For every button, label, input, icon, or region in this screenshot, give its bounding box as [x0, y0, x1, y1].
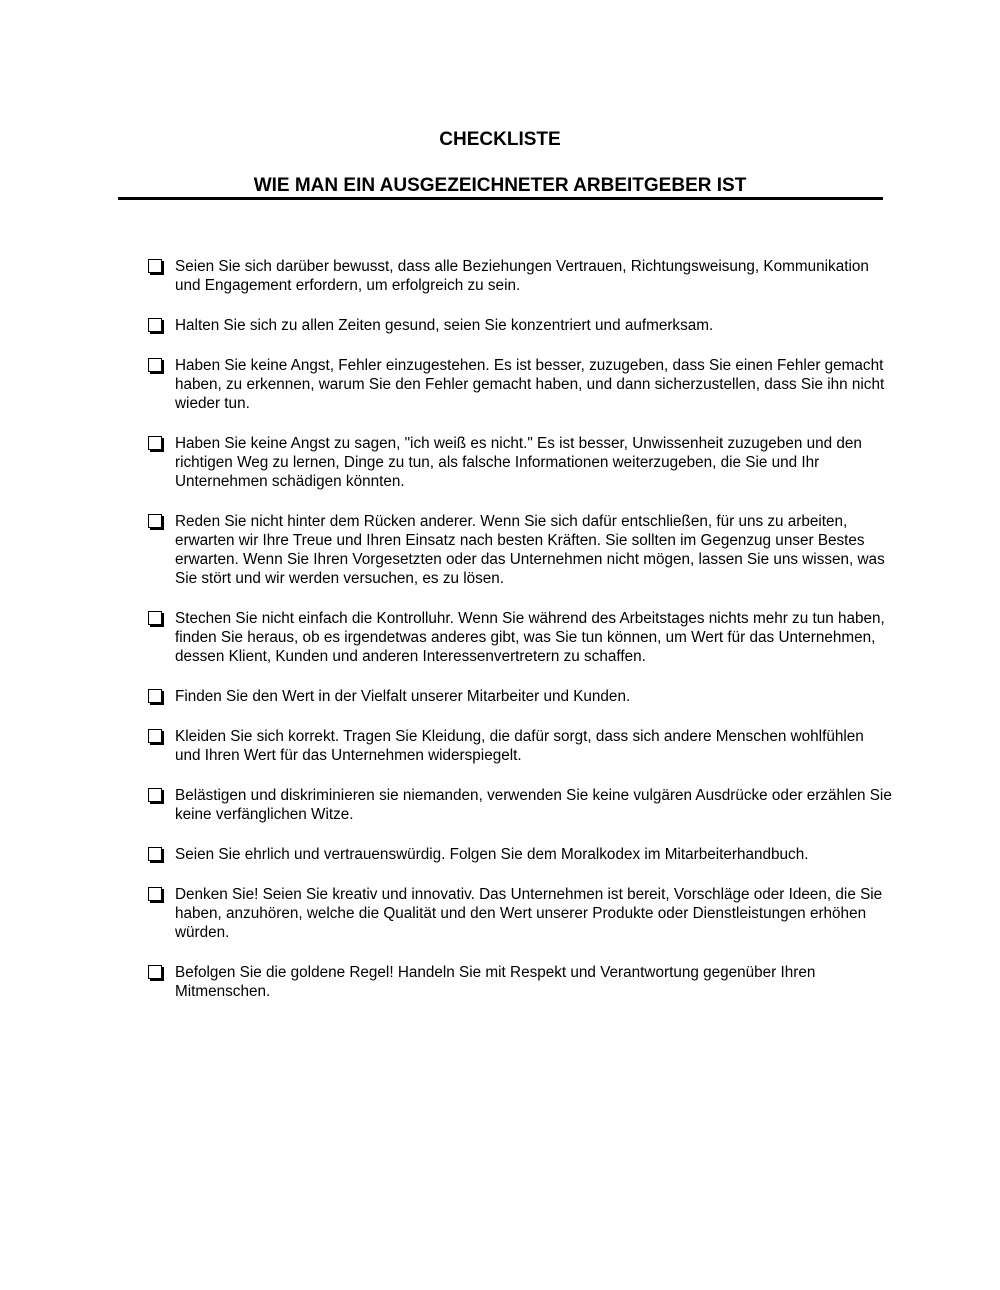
checklist-item — [148, 727, 893, 765]
checklist — [148, 257, 893, 1022]
checkbox-icon[interactable] — [148, 689, 162, 703]
checkbox-icon[interactable] — [148, 729, 162, 743]
checklist-item-text: Haben Sie keine Angst, Fehler einzugestehen. Es ist besser, zuzugeben, dass Sie einen Fehler gemacht haben, zu erkennen, warum Sie den Fehler gemacht haben, und dann sicherzustellen, dass Sie ihn nicht wieder tun. — [175, 357, 885, 412]
checklist-item-text: Stechen Sie nicht einfach die Kontrolluhr. Wenn Sie während des Arbeitstages nichts mehr zu tun haben, finden Sie heraus, ob es irgendetwas anderes gibt, was Sie tun können, um Wert für das Unternehmen, dessen Klient, Kunden und anderen Interessenvertretern zu schaffen. — [175, 610, 885, 665]
checklist-item-text: Reden Sie nicht hinter dem Rücken anderer. Wenn Sie sich dafür entschließen, für uns zu arbeiten, erwarten wir Ihre Treue und Ihren Einsatz nach besten Kräften. Sie sollten im Gegenzug unser Bestes erwarten. Wenn Sie Ihren Vorgesetzten oder das Unternehmen nicht mögen, lassen Sie uns wissen, was Sie stört und wir werden versuchen, es zu lösen. — [175, 513, 885, 587]
checklist-item-text: Seien Sie ehrlich und vertrauenswürdig. Folgen Sie dem Moralkodex im Mitarbeiterhandbuch. — [175, 846, 809, 863]
checklist-item — [148, 609, 893, 666]
checkbox-icon[interactable] — [148, 358, 162, 372]
checkbox-icon[interactable] — [148, 887, 162, 901]
checklist-item-text: Belästigen und diskriminieren sie niemanden, verwenden Sie keine vulgären Ausdrücke oder erzählen Sie keine verfänglichen Witze. — [175, 787, 892, 823]
checklist-item-text: Befolgen Sie die goldene Regel! Handeln Sie mit Respekt und Verantwortung gegenüber Ihren Mitmenschen. — [175, 964, 816, 1000]
checkbox-icon[interactable] — [148, 611, 162, 625]
checkbox-icon[interactable] — [148, 436, 162, 450]
checklist-item-text: Haben Sie keine Angst zu sagen, "ich weiß es nicht." Es ist besser, Unwissenheit zuzugeben und den richtigen Weg zu lernen, Dinge zu tun, als falsche Informationen weiterzugeben, die Sie und Ihr Unternehmen schädigen könnten. — [175, 435, 862, 490]
checklist-item — [148, 885, 893, 942]
checklist-item — [148, 512, 893, 588]
checklist-item — [148, 786, 893, 824]
checkbox-icon[interactable] — [148, 259, 162, 273]
checklist-item — [148, 356, 893, 413]
checklist-item — [148, 963, 893, 1001]
title-underline-divider — [118, 197, 883, 200]
checklist-item-text: Finden Sie den Wert in der Vielfalt unserer Mitarbeiter und Kunden. — [175, 688, 631, 705]
checkbox-icon[interactable] — [148, 788, 162, 802]
document-subtitle: WIE MAN EIN AUSGEZEICHNETER ARBEITGEBER IST — [253, 175, 747, 196]
checklist-item — [148, 316, 893, 335]
checklist-item — [148, 687, 893, 706]
checkbox-icon[interactable] — [148, 847, 162, 861]
checklist-item — [148, 845, 893, 864]
checklist-item-text: Seien Sie sich darüber bewusst, dass alle Beziehungen Vertrauen, Richtungsweisung, Kommunikation und Engagement erfordern, um erfolgreich zu sein. — [175, 258, 869, 294]
checklist-item-text: Kleiden Sie sich korrekt. Tragen Sie Kleidung, die dafür sorgt, dass sich andere Menschen wohlfühlen und Ihren Wert für das Unternehmen widerspiegelt. — [175, 728, 864, 764]
checklist-item-text: Denken Sie! Seien Sie kreativ und innovativ. Das Unternehmen ist bereit, Vorschläge oder Ideen, die Sie haben, anzuhören, welche die Qualität und den Wert unserer Produkte oder Dienstleistungen erhöhen würden. — [175, 886, 883, 941]
checklist-item — [148, 434, 893, 491]
document-title: CHECKLISTE — [439, 129, 561, 150]
checkbox-icon[interactable] — [148, 965, 162, 979]
checkbox-icon[interactable] — [148, 318, 162, 332]
checklist-item-text: Halten Sie sich zu allen Zeiten gesund, seien Sie konzentriert und aufmerksam. — [175, 317, 714, 334]
checklist-item — [148, 257, 893, 295]
checkbox-icon[interactable] — [148, 514, 162, 528]
